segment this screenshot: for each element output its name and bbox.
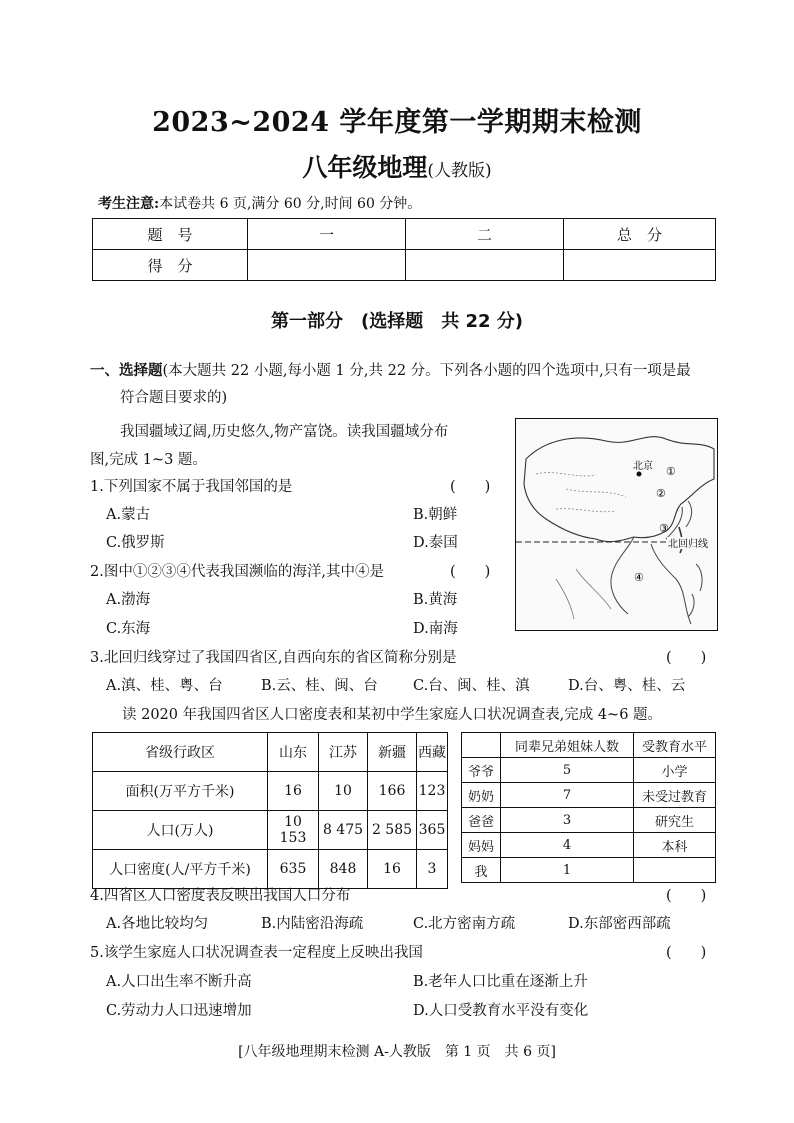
table-cell: 4 xyxy=(501,833,634,858)
question-3-stem: 3.北回归线穿过了我国四省区,自西向东的省区简称分别是 xyxy=(90,650,457,666)
table-cell: 研究生 xyxy=(634,808,716,833)
question-5-option-c[interactable]: C.劳动力人口迅速增加 xyxy=(106,1003,252,1019)
question-4-option-c[interactable]: C.北方密南方疏 xyxy=(413,916,516,932)
question-2-option-b[interactable]: B.黄海 xyxy=(413,592,458,608)
question-3-answer-paren: ( ) xyxy=(666,650,707,666)
score-cell-part1 xyxy=(248,250,406,281)
table-header-cell: 受教育水平 xyxy=(634,733,716,758)
table-cell: 3 xyxy=(501,808,634,833)
table-cell: 16 xyxy=(368,850,417,889)
table-cell: 人口密度(人/平方千米) xyxy=(93,850,268,889)
table-row xyxy=(462,833,716,858)
question-5-stem: 5.该学生家庭人口状况调查表一定程度上反映出我国 xyxy=(90,945,423,961)
question-2-option-a[interactable]: A.渤海 xyxy=(106,592,151,608)
table-cell: 妈妈 xyxy=(462,833,501,858)
question-5-option-a[interactable]: A.人口出生率不断升高 xyxy=(106,974,252,990)
question-4-answer-paren: ( ) xyxy=(666,888,707,904)
score-cell-part2 xyxy=(406,250,564,281)
edition-label: (人教版) xyxy=(427,161,492,181)
notice-text: 本试卷共 6 页,满分 60 分,时间 60 分钟。 xyxy=(159,196,422,212)
china-territory-map xyxy=(515,418,718,631)
section1-instructions-line2: 符合题目要求的) xyxy=(120,390,228,406)
table-cell: 8 475 xyxy=(319,811,368,850)
table-header-row xyxy=(93,733,448,772)
question-5-answer-paren: ( ) xyxy=(666,945,707,961)
question-1-option-c[interactable]: C.俄罗斯 xyxy=(106,535,165,551)
table-row xyxy=(93,811,448,850)
question-2-option-d[interactable]: D.南海 xyxy=(413,621,458,637)
map-sea-label-2: ② xyxy=(656,487,666,500)
table-cell: 2 585 xyxy=(368,811,417,850)
question-1-option-a[interactable]: A.蒙古 xyxy=(106,507,151,523)
table-cell: 本科 xyxy=(634,833,716,858)
table-row xyxy=(462,758,716,783)
table-header-cell: 同辈兄弟姐妹人数 xyxy=(501,733,634,758)
table-cell: 未受过教育 xyxy=(634,783,716,808)
score-header-cell: 一 xyxy=(248,219,406,250)
question-4-stem: 4.四省区人口密度表反映出我国人口分布 xyxy=(90,888,351,904)
table-cell: 10 xyxy=(319,772,368,811)
table-cell: 10 153 xyxy=(268,811,319,850)
family-survey-table xyxy=(461,732,716,883)
table-row xyxy=(462,783,716,808)
table-header-cell: 山东 xyxy=(268,733,319,772)
table-cell: 7 xyxy=(501,783,634,808)
table-cell: 爷爷 xyxy=(462,758,501,783)
table-cell: 365 xyxy=(417,811,448,850)
map-city-label: 北京 xyxy=(633,461,653,472)
table-cell: 848 xyxy=(319,850,368,889)
table-row xyxy=(93,772,448,811)
table-header-cell: 江苏 xyxy=(319,733,368,772)
question-2-option-c[interactable]: C.东海 xyxy=(106,621,151,637)
exam-notice xyxy=(98,193,421,213)
question-4-option-b[interactable]: B.内陆密沿海疏 xyxy=(261,916,364,932)
table-header-cell: 西藏 xyxy=(417,733,448,772)
table-cell: 爸爸 xyxy=(462,808,501,833)
table-row xyxy=(93,850,448,889)
map-sea-label-4: ④ xyxy=(634,571,644,584)
map-tropic-label: 北回归线 xyxy=(668,539,708,550)
question-3-option-a[interactable]: A.滇、桂、粤、台 xyxy=(106,678,223,694)
subject-name: 八年级地理 xyxy=(302,153,428,182)
exam-subtitle xyxy=(0,148,794,184)
score-cell-total xyxy=(564,250,716,281)
question-5-option-d[interactable]: D.人口受教育水平没有变化 xyxy=(413,1003,589,1019)
table-row xyxy=(462,858,716,883)
part1-title: 第一部分 (选择题 共 22 分) xyxy=(270,311,524,332)
score-value-row xyxy=(93,250,716,281)
map-drawing xyxy=(516,419,717,630)
question-4-option-a[interactable]: A.各地比较均匀 xyxy=(106,916,209,932)
question-3-option-b[interactable]: B.云、桂、闽、台 xyxy=(261,678,378,694)
score-table xyxy=(92,218,716,281)
table-cell xyxy=(634,858,716,883)
table-cell: 面积(万平方千米) xyxy=(93,772,268,811)
table-header-row xyxy=(462,733,716,758)
table-cell: 1 xyxy=(501,858,634,883)
table-cell: 人口(万人) xyxy=(93,811,268,850)
question-1-option-d[interactable]: D.泰国 xyxy=(413,535,458,551)
exam-title: 2023~2024 学年度第一学期期末检测 xyxy=(152,107,642,138)
section1-instructions-line1: (本大题共 22 小题,每小题 1 分,共 22 分。下列各小题的四个选项中,只有一项是最 xyxy=(162,363,691,379)
table-header-cell: 省级行政区 xyxy=(93,733,268,772)
table-cell: 635 xyxy=(268,850,319,889)
read-4-6-intro: 读 2020 年我国四省区人口密度表和某初中学生家庭人口状况调查表,完成 4~6 题。 xyxy=(122,707,663,723)
table-header-cell: 新疆 xyxy=(368,733,417,772)
table-cell: 我 xyxy=(462,858,501,883)
table-cell: 16 xyxy=(268,772,319,811)
notice-label: 考生注意: xyxy=(98,196,160,212)
table-cell: 3 xyxy=(417,850,448,889)
table-header-cell xyxy=(462,733,501,758)
score-header-cell: 总 分 xyxy=(564,219,716,250)
score-header-cell: 二 xyxy=(406,219,564,250)
table-cell: 5 xyxy=(501,758,634,783)
table-cell: 小学 xyxy=(634,758,716,783)
score-header-cell: 题 号 xyxy=(93,219,248,250)
section1-instructions xyxy=(90,359,691,380)
question-1-answer-paren: ( ) xyxy=(450,479,491,495)
question-4-option-d[interactable]: D.东部密西部疏 xyxy=(568,916,671,932)
intro-line1: 我国疆域辽阔,历史悠久,物产富饶。读我国疆域分布 xyxy=(120,424,449,440)
table-cell: 166 xyxy=(368,772,417,811)
section1-heading: 一、选择题 xyxy=(90,362,163,379)
map-sea-label-3: ③ xyxy=(659,522,669,535)
population-density-table xyxy=(92,732,448,889)
table-row xyxy=(462,808,716,833)
question-5-option-b[interactable]: B.老年人口比重在逐渐上升 xyxy=(413,974,588,990)
map-sea-label-1: ① xyxy=(666,465,676,478)
table-cell: 奶奶 xyxy=(462,783,501,808)
question-3-option-d[interactable]: D.台、粤、桂、云 xyxy=(568,678,686,694)
score-row-label: 得 分 xyxy=(93,250,248,281)
question-2-answer-paren: ( ) xyxy=(450,564,491,580)
question-3-option-c[interactable]: C.台、闽、桂、滇 xyxy=(413,678,530,694)
question-1-option-b[interactable]: B.朝鲜 xyxy=(413,507,458,523)
score-header-row xyxy=(93,219,716,250)
question-2-stem: 2.图中①②③④代表我国濒临的海洋,其中④是 xyxy=(90,564,384,580)
page-footer: [八年级地理期末检测 A-人教版 第 1 页 共 6 页] xyxy=(238,1044,556,1060)
intro-line2: 图,完成 1~3 题。 xyxy=(90,452,207,468)
question-1-stem: 1.下列国家不属于我国邻国的是 xyxy=(90,479,293,495)
table-cell: 123 xyxy=(417,772,448,811)
